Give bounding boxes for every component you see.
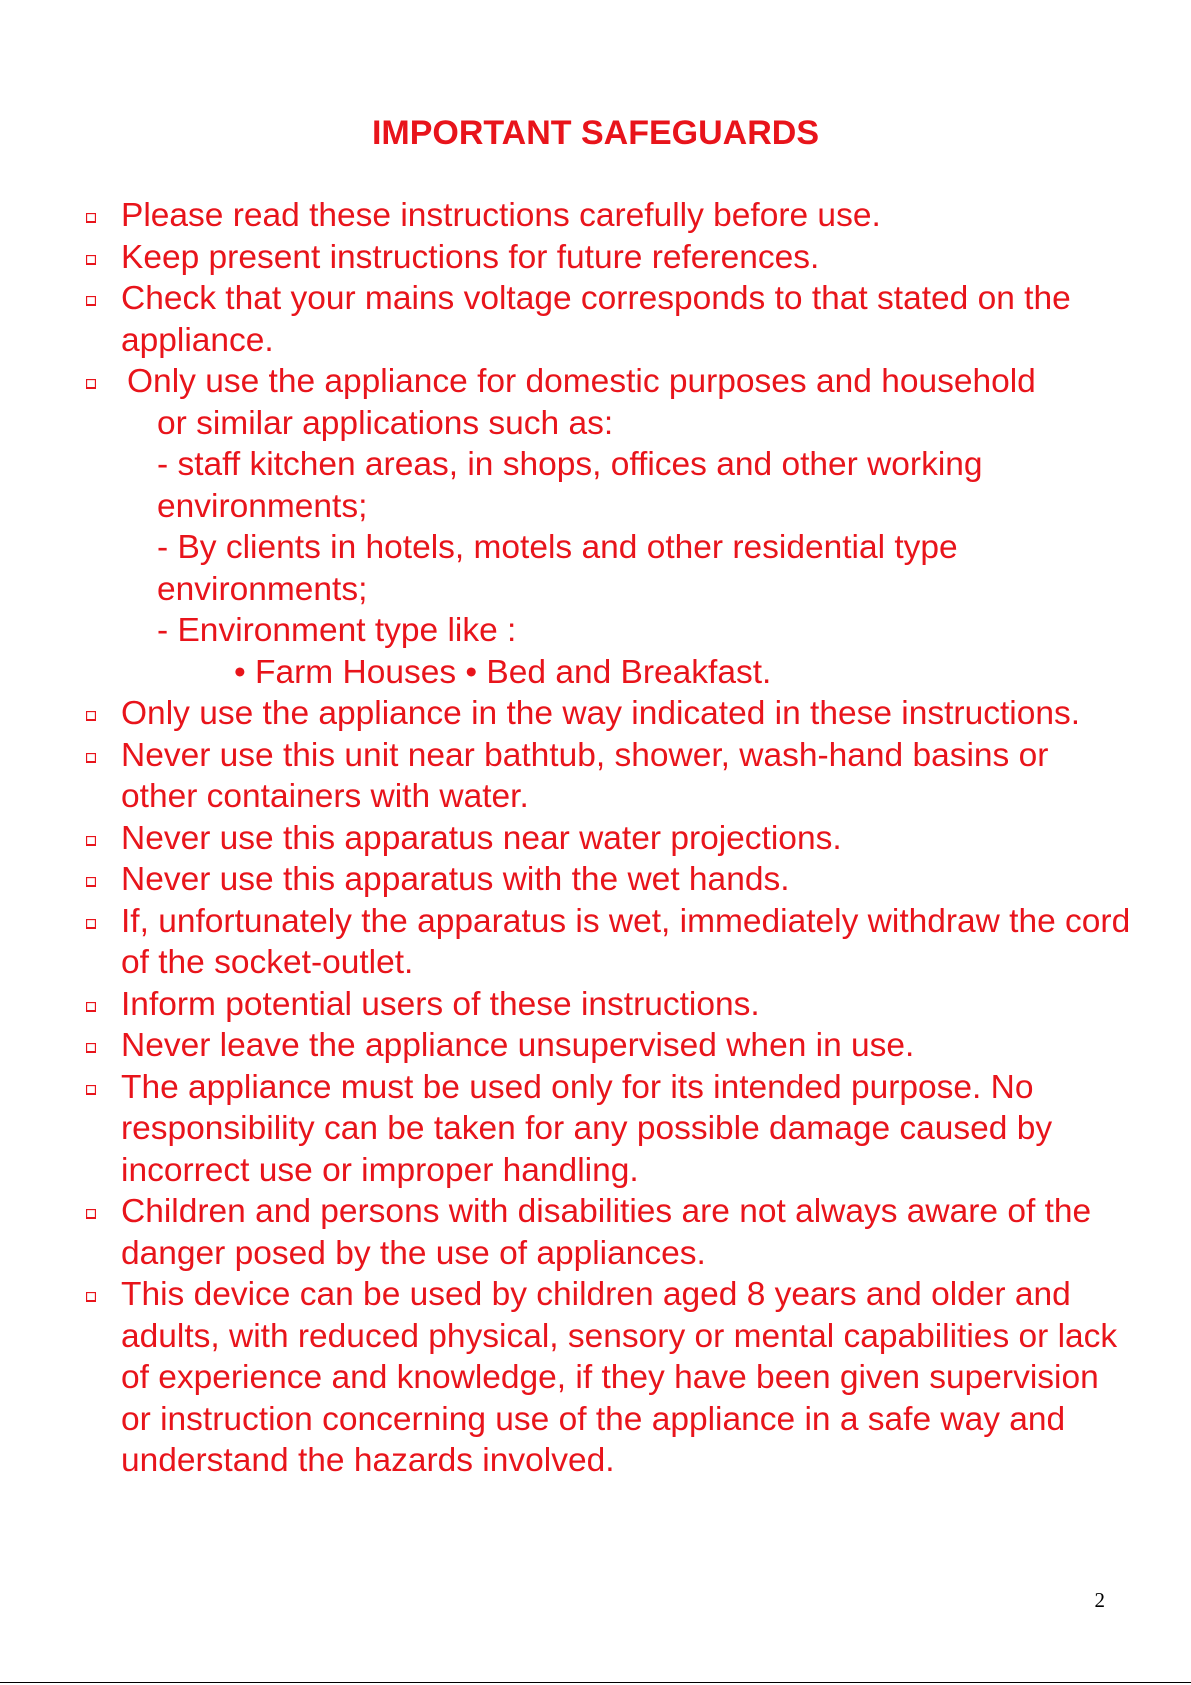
square-bullet-icon (86, 1043, 96, 1053)
list-item (0, 361, 1191, 693)
square-bullet-icon (86, 1085, 96, 1095)
list-item (0, 1067, 1191, 1192)
bottom-divider (0, 1682, 1191, 1683)
list-item (0, 278, 1191, 361)
square-bullet-icon (86, 1292, 96, 1302)
list-item-text: Keep present instructions for future references. (121, 238, 820, 276)
list-item-text: Check that your mains voltage corresponds to that stated on the appliance. (121, 280, 1071, 359)
list-item-text: Only use the appliance in the way indicated in these instructions. (121, 695, 1081, 732)
list-item-text: This device can be used by children aged 8 years and older and adults, with reduced physical, sensory or mental capabilities or lack of experience and knowledge, if they have been given supervision or instruction concerning use of the appliance in a safe way and understand the hazards involved. (121, 1276, 1118, 1479)
list-item-text: Never use this apparatus near water projections. (121, 819, 842, 857)
list-item (0, 735, 1191, 818)
list-item-text: Never use this apparatus with the wet hands. (121, 861, 790, 898)
list-item (0, 818, 1191, 860)
list-item (0, 1191, 1191, 1274)
list-item-text: Please read these instructions carefully before use. (121, 197, 881, 234)
list-item-subline: - Environment type like : (157, 612, 517, 649)
list-item-text: The appliance must be used only for its intended purpose. No responsibility can be taken for any possible damage caused by incorrect use or improper handling. (121, 1068, 1053, 1189)
square-bullet-icon (86, 296, 96, 306)
square-bullet-icon (86, 877, 96, 887)
list-item-subline: • Farm Houses • Bed and Breakfast. (234, 653, 772, 691)
list-item-text: Only use the appliance for domestic purposes and household (127, 363, 1036, 400)
list-item-text: Never leave the appliance unsupervised when in use. (121, 1027, 915, 1064)
square-bullet-icon (86, 1002, 96, 1012)
safeguards-list (0, 195, 1191, 1482)
list-item-subline: - By clients in hotels, motels and other residential type environments; (157, 529, 958, 608)
square-bullet-icon (86, 711, 96, 721)
list-item (0, 1025, 1191, 1067)
list-item-subline: or similar applications such as: (157, 404, 614, 442)
square-bullet-icon (86, 919, 96, 929)
square-bullet-icon (86, 1209, 96, 1219)
list-item-subline: - staff kitchen areas, in shops, offices and other working environments; (157, 446, 983, 525)
list-item (0, 901, 1191, 984)
list-item-text: If, unfortunately the apparatus is wet, immediately withdraw the cord of the socket-outlet. (121, 902, 1131, 981)
list-item-text: Children and persons with disabilities are not always aware of the danger posed by the use of appliances. (121, 1193, 1092, 1272)
list-item (0, 984, 1191, 1026)
square-bullet-icon (86, 255, 96, 265)
square-bullet-icon (86, 379, 96, 389)
page-number: 2 (1094, 1588, 1105, 1612)
square-bullet-icon (86, 753, 96, 763)
page-title: IMPORTANT SAFEGUARDS (371, 114, 820, 152)
square-bullet-icon (86, 836, 96, 846)
list-item-text: Inform potential users of these instructions. (121, 985, 760, 1023)
list-item (0, 859, 1191, 901)
list-item (0, 195, 1191, 237)
list-item-text: Never use this unit near bathtub, shower, wash-hand basins or other containers with water. (121, 736, 1049, 815)
square-bullet-icon (86, 213, 96, 223)
list-item (0, 1274, 1191, 1482)
list-item (0, 693, 1191, 735)
list-item (0, 237, 1191, 279)
